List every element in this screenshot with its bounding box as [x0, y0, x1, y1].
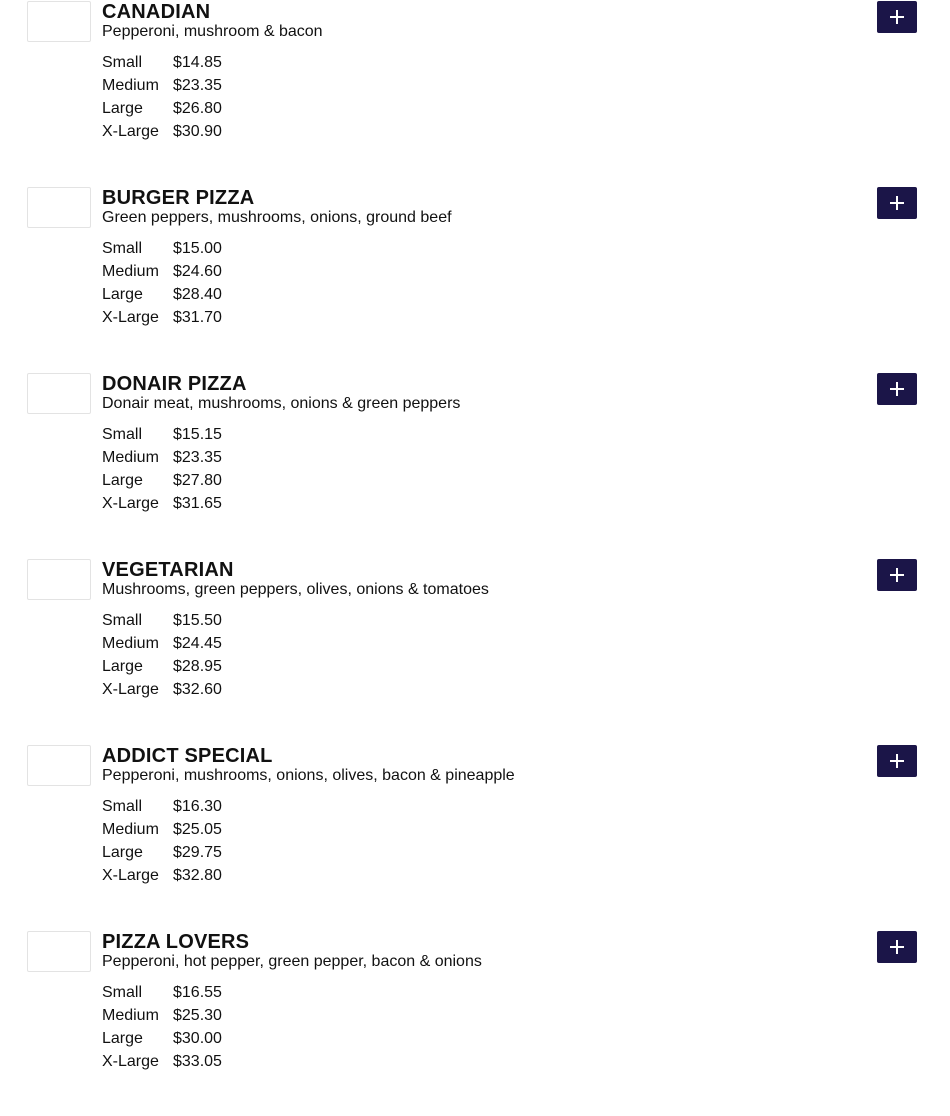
menu-item-burger-pizza — [0, 186, 950, 372]
size-price-list — [102, 237, 222, 329]
size-label: Large — [102, 844, 143, 861]
size-price-list — [102, 795, 222, 887]
size-label: Medium — [102, 263, 159, 280]
size-option-medium — [102, 818, 222, 841]
size-option-small — [102, 981, 222, 1004]
size-option-medium — [102, 74, 222, 97]
item-title: CANADIAN — [102, 1, 211, 23]
item-description: Donair meat, mushrooms, onions & green peppers — [102, 395, 461, 412]
size-price: $23.35 — [173, 77, 222, 94]
size-option-x-large — [102, 864, 222, 887]
size-price: $31.70 — [173, 309, 222, 326]
item-image-placeholder — [27, 187, 91, 228]
item-description: Green peppers, mushrooms, onions, ground beef — [102, 209, 452, 226]
add-to-cart-button[interactable] — [877, 373, 917, 405]
size-label: X-Large — [102, 867, 159, 884]
size-option-small — [102, 51, 222, 74]
menu-item-addict-special — [0, 744, 950, 930]
size-option-large — [102, 841, 222, 864]
size-price: $14.85 — [173, 54, 222, 71]
size-label: X-Large — [102, 123, 159, 140]
size-option-medium — [102, 1004, 222, 1027]
size-price: $27.80 — [173, 472, 222, 489]
size-price: $25.30 — [173, 1007, 222, 1024]
size-label: Large — [102, 286, 143, 303]
size-option-x-large — [102, 1050, 222, 1073]
item-title: VEGETARIAN — [102, 559, 234, 581]
size-price: $24.60 — [173, 263, 222, 280]
size-price: $16.30 — [173, 798, 222, 815]
size-option-large — [102, 1027, 222, 1050]
size-price: $15.00 — [173, 240, 222, 257]
size-price: $16.55 — [173, 984, 222, 1001]
size-option-large — [102, 97, 222, 120]
size-label: Large — [102, 658, 143, 675]
size-price: $31.65 — [173, 495, 222, 512]
size-option-x-large — [102, 492, 222, 515]
item-title: ADDICT SPECIAL — [102, 745, 273, 767]
item-title: PIZZA LOVERS — [102, 931, 250, 953]
size-label: Large — [102, 472, 143, 489]
item-description: Pepperoni, mushrooms, onions, olives, bacon & pineapple — [102, 767, 515, 784]
item-image-placeholder — [27, 931, 91, 972]
size-price: $26.80 — [173, 100, 222, 117]
size-label: Small — [102, 426, 143, 443]
size-price-list — [102, 609, 222, 701]
item-title: DONAIR PIZZA — [102, 373, 247, 395]
item-description: Pepperoni, hot pepper, green pepper, bacon & onions — [102, 953, 482, 970]
size-price: $28.95 — [173, 658, 222, 675]
size-price-list — [102, 981, 222, 1073]
size-price: $29.75 — [173, 844, 222, 861]
menu-item-pizza-lovers — [0, 930, 950, 1116]
size-price: $15.50 — [173, 612, 222, 629]
add-to-cart-button[interactable] — [877, 187, 917, 219]
size-price-list — [102, 51, 222, 143]
add-to-cart-button[interactable] — [877, 745, 917, 777]
item-image-placeholder — [27, 1, 91, 42]
add-to-cart-button[interactable] — [877, 559, 917, 591]
size-label: Large — [102, 100, 143, 117]
size-label: Small — [102, 798, 143, 815]
size-label: Large — [102, 1030, 143, 1047]
size-label: Medium — [102, 1007, 159, 1024]
size-price: $30.90 — [173, 123, 222, 140]
size-option-medium — [102, 260, 222, 283]
size-label: X-Large — [102, 495, 159, 512]
menu-item-donair-pizza — [0, 372, 950, 558]
size-option-medium — [102, 632, 222, 655]
size-price: $33.05 — [173, 1053, 222, 1070]
menu-item-canadian — [0, 0, 950, 186]
size-price: $24.45 — [173, 635, 222, 652]
size-label: X-Large — [102, 681, 159, 698]
size-price: $25.05 — [173, 821, 222, 838]
add-to-cart-button[interactable] — [877, 931, 917, 963]
size-label: Small — [102, 984, 143, 1001]
size-price: $28.40 — [173, 286, 222, 303]
item-description: Pepperoni, mushroom & bacon — [102, 23, 323, 40]
size-option-large — [102, 283, 222, 306]
size-option-small — [102, 609, 222, 632]
add-to-cart-button[interactable] — [877, 1, 917, 33]
size-price: $15.15 — [173, 426, 222, 443]
size-option-large — [102, 469, 222, 492]
size-label: Medium — [102, 821, 159, 838]
size-label: Medium — [102, 77, 159, 94]
size-label: X-Large — [102, 1053, 159, 1070]
size-option-x-large — [102, 306, 222, 329]
size-option-small — [102, 237, 222, 260]
size-option-x-large — [102, 678, 222, 701]
size-label: Medium — [102, 449, 159, 466]
size-option-large — [102, 655, 222, 678]
size-option-medium — [102, 446, 222, 469]
size-label: Medium — [102, 635, 159, 652]
size-label: X-Large — [102, 309, 159, 326]
item-image-placeholder — [27, 745, 91, 786]
item-image-placeholder — [27, 373, 91, 414]
size-option-small — [102, 795, 222, 818]
size-option-small — [102, 423, 222, 446]
size-label: Small — [102, 54, 143, 71]
size-price: $32.60 — [173, 681, 222, 698]
size-price: $30.00 — [173, 1030, 222, 1047]
size-label: Small — [102, 240, 143, 257]
menu-item-vegetarian — [0, 558, 950, 744]
item-image-placeholder — [27, 559, 91, 600]
item-description: Mushrooms, green peppers, olives, onions & tomatoes — [102, 581, 489, 598]
size-option-x-large — [102, 120, 222, 143]
size-price: $23.35 — [173, 449, 222, 466]
size-price: $32.80 — [173, 867, 222, 884]
item-title: BURGER PIZZA — [102, 187, 255, 209]
size-price-list — [102, 423, 222, 515]
size-label: Small — [102, 612, 143, 629]
